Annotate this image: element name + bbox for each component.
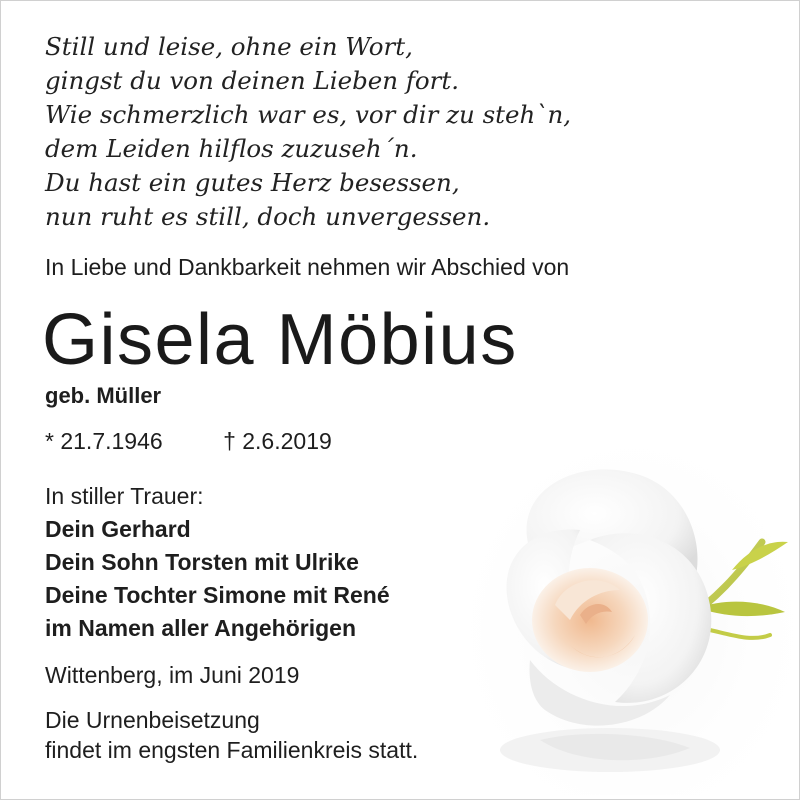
birth-date: * 21.7.1946	[45, 428, 163, 454]
poem	[45, 30, 571, 234]
family-member: Dein Gerhard	[45, 516, 191, 542]
poem-line: Still und leise, ohne ein Wort,	[45, 32, 413, 61]
family-member: Deine Tochter Simone mit René	[45, 582, 390, 608]
family-member: Dein Sohn Torsten mit Ulrike	[45, 549, 359, 575]
maiden-name: geb. Müller	[45, 383, 162, 408]
poem-line: nun ruht es still, doch unvergessen.	[45, 202, 491, 231]
burial-line: findet im engsten Familienkreis statt.	[45, 737, 419, 763]
poem-line: gingst du von deinen Lieben fort.	[45, 66, 459, 95]
burial-note	[45, 705, 418, 765]
death-date: † 2.6.2019	[223, 428, 332, 454]
white-rose-image	[470, 430, 795, 795]
poem-line: Wie schmerzlich war es, vor dir zu steh`n,	[45, 100, 572, 129]
poem-line: dem Leiden hilflos zuzuseh´n.	[45, 134, 418, 163]
mourning-lead: In stiller Trauer:	[45, 483, 204, 509]
family-list	[45, 513, 390, 645]
life-dates	[45, 426, 332, 456]
mourners-block	[45, 480, 390, 645]
intro-text: In Liebe und Dankbarkeit nehmen wir Abschied von	[45, 254, 570, 280]
family-member: im Namen aller Angehörigen	[45, 615, 356, 641]
deceased-name: Gisela Möbius	[42, 300, 518, 380]
place-date: Wittenberg, im Juni 2019	[45, 662, 300, 688]
burial-line: Die Urnenbeisetzung	[45, 707, 260, 733]
poem-line: Du hast ein gutes Herz besessen,	[45, 168, 460, 197]
